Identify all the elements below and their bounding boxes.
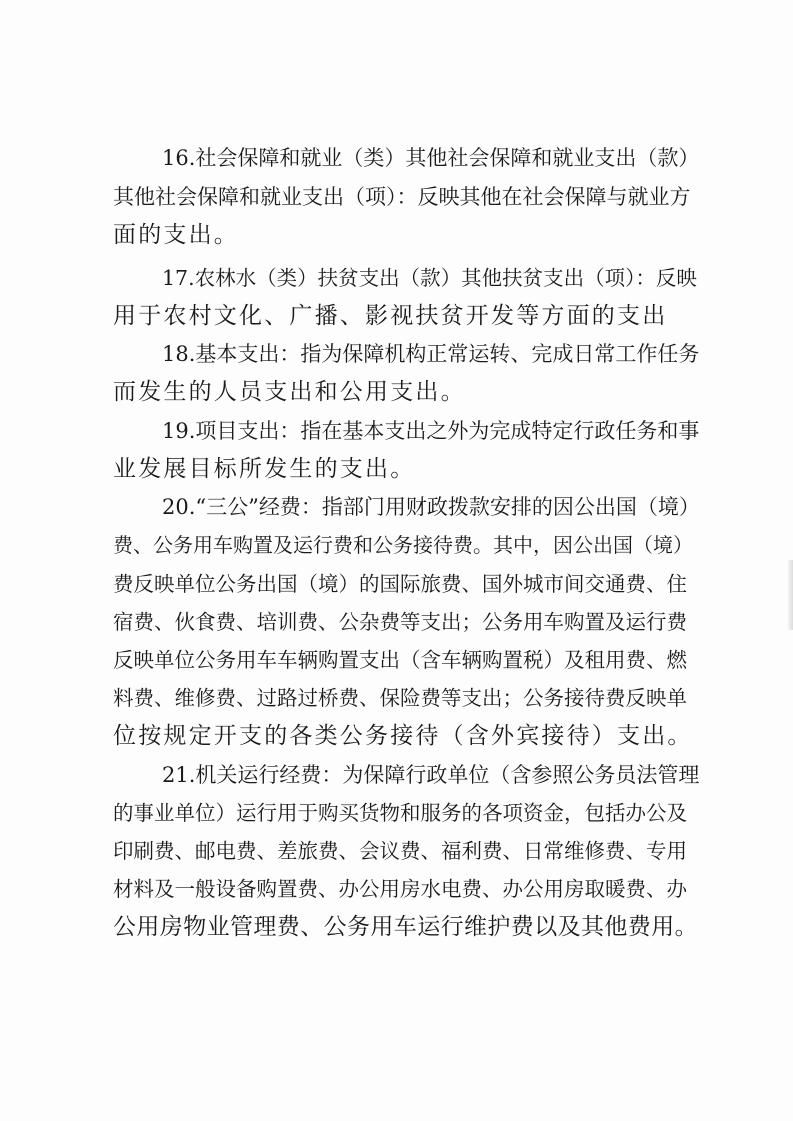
item-18-line-1: 18.基本支出：指为保障机构正常运转、完成日常工作任务: [162, 342, 700, 366]
item-21-line-5: 公用房物业管理费、公务用车运行维护费以及其他费用。: [113, 914, 698, 940]
item-21-line-3: 印刷费、邮电费、差旅费、会议费、福利费、日常维修费、专用: [113, 839, 687, 863]
scan-edge-shadow: [788, 560, 793, 630]
item-20-line-1: 20.“三公”经费：指部门用财政拨款安排的因公出国（境）: [162, 495, 700, 519]
item-19-line-1: 19.项目支出：指在基本支出之外为完成特定行政任务和事: [162, 419, 700, 443]
item-21-line-4: 材料及一般设备购置费、办公用房水电费、办公用房取暖费、办: [113, 877, 687, 901]
item-19-line-2: 业发展目标所发生的支出。: [113, 456, 416, 482]
item-20-line-3: 费反映单位公务出国（境）的国际旅费、国外城市间交通费、住: [113, 572, 687, 596]
item-16-line-1: 16.社会保障和就业（类）其他社会保障和就业支出（款）: [162, 146, 700, 170]
item-20-line-2: 费、公务用车购置及运行费和公务接待费。其中，因公出国（境）: [113, 533, 693, 557]
item-21-line-2: 的事业单位）运行用于购买货物和服务的各项资金，包括办公及: [113, 801, 687, 825]
item-20-line-4: 宿费、伙食费、培训费、公杂费等支出；公务用车购置及运行费: [113, 610, 687, 634]
item-16-line-3: 面的支出。: [113, 222, 239, 248]
item-16-line-2: 其他社会保障和就业支出（项）：反映其他在社会保障与就业方: [113, 185, 691, 209]
item-17-line-1: 17.农林水（类）扶贫支出（款）其他扶贫支出（项）：反映: [162, 266, 697, 290]
item-20-line-7: 位按规定开支的各类公务接待（含外宾接待）支出。: [113, 723, 693, 749]
item-21-line-1: 21.机关运行经费：为保障行政单位（含参照公务员法管理: [162, 763, 700, 787]
item-18-line-2: 而发生的人员支出和公用支出。: [113, 379, 466, 405]
item-17-line-2: 用于农村文化、广播、影视扶贫开发等方面的支出: [113, 303, 668, 329]
item-20-line-5: 反映单位公务用车车辆购置支出（含车辆购置税）及租用费、燃: [113, 648, 687, 672]
item-20-line-6: 料费、维修费、过路过桥费、保险费等支出；公务接待费反映单: [113, 686, 687, 710]
